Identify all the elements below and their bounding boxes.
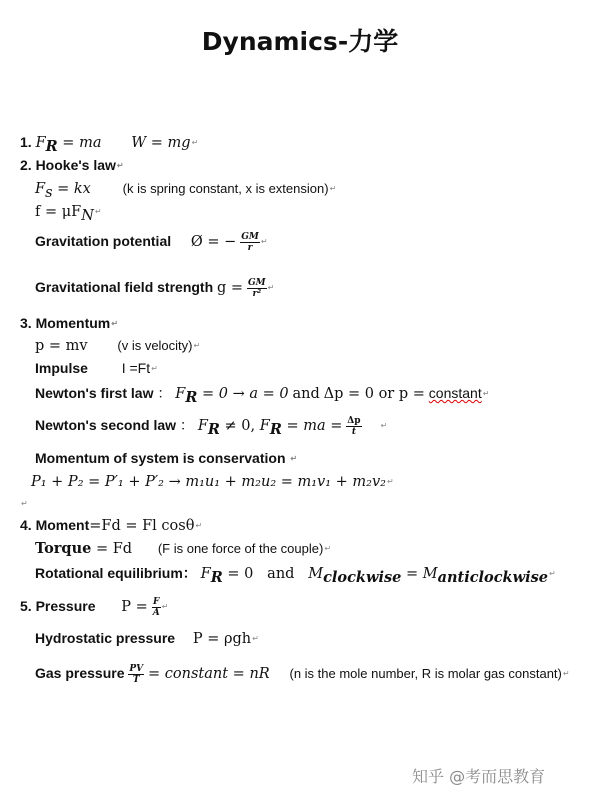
net-force-symbol: F bbox=[200, 566, 211, 582]
net-force-subscript: R bbox=[45, 137, 58, 155]
paragraph-mark: ↵ bbox=[161, 602, 169, 612]
newton-second-law-equation: = ma = bbox=[281, 418, 343, 434]
clockwise-subscript: clockwise bbox=[323, 568, 402, 586]
momentum-rate-fraction bbox=[346, 416, 361, 437]
gas-fraction bbox=[128, 664, 144, 685]
fraction-denominator: A bbox=[152, 608, 160, 618]
momentum-change-equation: Δp = 0 or p = bbox=[323, 386, 425, 402]
paragraph-mark: ↵ bbox=[151, 364, 158, 373]
empty-paragraph bbox=[20, 495, 28, 511]
paragraph-mark: ↵ bbox=[329, 184, 337, 193]
section-1-number: 1. bbox=[20, 134, 32, 150]
anticlockwise-subscript: anticlockwise bbox=[437, 568, 548, 586]
section-4-heading bbox=[20, 517, 202, 534]
zhihu-watermark: 知乎 @考而思教育 bbox=[412, 767, 546, 786]
rotational-equilibrium-line bbox=[35, 563, 556, 586]
fraction-denominator: T bbox=[132, 675, 140, 685]
pressure-lhs: P = bbox=[121, 599, 148, 616]
hydrostatic-pressure-label: Hydrostatic pressure bbox=[35, 630, 176, 646]
grav-field-line bbox=[35, 278, 274, 299]
zero-force-equation: = 0 bbox=[222, 566, 254, 582]
paragraph-mark: ↵ bbox=[191, 138, 199, 147]
hookes-law-heading: 2. Hooke's law bbox=[20, 157, 116, 173]
paragraph-mark: ↵ bbox=[387, 477, 394, 486]
equals-sign: = bbox=[401, 566, 423, 582]
paragraph-mark: ↵ bbox=[482, 389, 490, 398]
and-word: and bbox=[267, 566, 295, 582]
section-1-line bbox=[20, 134, 198, 155]
paragraph-mark: ↵ bbox=[267, 283, 275, 293]
fraction-numerator: PV bbox=[129, 664, 144, 674]
colon: ： bbox=[157, 385, 172, 401]
grav-field-fraction bbox=[247, 278, 267, 299]
newton-first-law-equation: = 0 → a = 0 bbox=[197, 386, 289, 402]
fraction-numerator: Δp bbox=[347, 415, 361, 426]
weight-equation: W = mg bbox=[131, 135, 191, 151]
net-force-equation: = ma bbox=[57, 135, 102, 151]
newton-second-law-line bbox=[35, 415, 387, 438]
paragraph-mark: ↵ bbox=[111, 319, 118, 328]
section-3-heading bbox=[20, 315, 118, 331]
hooke-equation: = kx bbox=[52, 181, 91, 197]
colon: ： bbox=[179, 417, 194, 433]
torque-equation: = Fd bbox=[91, 541, 133, 557]
net-force-symbol: F bbox=[197, 418, 208, 434]
newton-first-law-line bbox=[35, 383, 489, 406]
gas-pressure-equation: = constant = nR bbox=[148, 666, 270, 683]
momentum-heading: 3. Momentum bbox=[20, 315, 111, 331]
hooke-note: (k is spring constant, x is extension) bbox=[122, 181, 329, 196]
grav-field-label: Gravitational field strength bbox=[35, 279, 214, 296]
newton-first-law-label: Newton's first law bbox=[35, 385, 154, 401]
grav-potential-line bbox=[35, 232, 268, 253]
conservation-equation-line bbox=[31, 473, 394, 490]
paragraph-mark: ↵ bbox=[94, 207, 102, 216]
impulse-line bbox=[35, 360, 158, 376]
moment-heading: 4. Moment bbox=[20, 517, 90, 533]
moment-equation: =Fd = Fl cosθ bbox=[89, 518, 195, 534]
spring-force-subscript: s bbox=[45, 184, 53, 201]
section-2-heading bbox=[20, 157, 124, 173]
momentum-equation-line bbox=[35, 337, 200, 354]
paragraph-mark: ↵ bbox=[549, 569, 556, 578]
impulse-label: Impulse bbox=[35, 360, 88, 376]
paragraph-mark: ↵ bbox=[116, 161, 124, 170]
paragraph-mark: ↵ bbox=[260, 237, 268, 247]
grav-potential-label: Gravitation potential bbox=[35, 233, 172, 250]
net-force-symbol: F bbox=[175, 386, 186, 402]
fraction-denominator: r² bbox=[252, 289, 262, 299]
gas-pressure-line bbox=[35, 664, 570, 685]
pressure-fraction bbox=[152, 597, 161, 618]
momentum-equation: p = mv bbox=[35, 338, 88, 354]
impulse-equation: I =Ft bbox=[121, 360, 151, 376]
constant-word: constant bbox=[428, 385, 482, 401]
net-force-symbol: F bbox=[35, 135, 46, 151]
paragraph-mark: ↵ bbox=[193, 341, 201, 350]
grav-potential-fraction bbox=[240, 232, 260, 253]
grav-field-lhs: g = bbox=[217, 280, 244, 297]
paragraph-mark: ↵ bbox=[252, 634, 259, 643]
fraction-denominator: r bbox=[247, 243, 253, 253]
gas-constant-note: (n is the mole number, R is molar gas constant) bbox=[289, 666, 562, 682]
anticlockwise-moment-symbol: M bbox=[422, 566, 438, 582]
paragraph-mark: ↵ bbox=[380, 421, 388, 430]
hydrostatic-pressure-line bbox=[35, 630, 259, 647]
hydrostatic-pressure-equation: P = ρgh bbox=[192, 631, 252, 647]
net-force-subscript: R bbox=[185, 388, 198, 406]
torque-label: Torque bbox=[35, 540, 92, 557]
paragraph-mark: ↵ bbox=[562, 669, 570, 679]
momentum-conservation-label: Momentum of system is conservation bbox=[35, 450, 286, 466]
conservation-line bbox=[35, 450, 297, 466]
newton-second-law-label: Newton's second law bbox=[35, 417, 177, 433]
hooke-equation-line bbox=[35, 180, 336, 201]
paragraph-mark: ↵ bbox=[195, 521, 203, 530]
grav-potential-lhs: Ø = − bbox=[190, 234, 237, 251]
fraction-numerator: GM bbox=[241, 232, 259, 242]
torque-note: (F is one force of the couple) bbox=[157, 541, 324, 556]
paragraph-mark: ↵ bbox=[21, 499, 28, 508]
pressure-heading: 5. Pressure bbox=[20, 598, 96, 615]
rotational-equilibrium-label: Rotational equilibrium： bbox=[35, 565, 197, 581]
spring-force-symbol: F bbox=[35, 181, 46, 197]
nonzero-force-equation: ≠ 0, bbox=[219, 418, 260, 434]
friction-equation: f = μF bbox=[35, 204, 82, 220]
page-title: Dynamics-力学 bbox=[201, 27, 399, 56]
fraction-denominator: t bbox=[351, 426, 357, 437]
section-5-line bbox=[20, 597, 168, 618]
momentum-conservation-equation: P₁ + P₂ = P′₁ + P′₂ → m₁u₁ + m₂u₂ = m₁v₁ + m₂v₂ bbox=[31, 474, 386, 490]
net-force-subscript: R bbox=[269, 420, 282, 438]
net-force-symbol: F bbox=[259, 418, 270, 434]
net-force-subscript: R bbox=[210, 568, 223, 586]
fraction-numerator: F bbox=[152, 597, 160, 607]
and-word: and bbox=[292, 386, 320, 402]
fraction-numerator: GM bbox=[247, 278, 266, 288]
normal-force-subscript: N bbox=[81, 207, 94, 224]
friction-line bbox=[35, 203, 102, 224]
gas-pressure-label: Gas pressure bbox=[35, 665, 125, 682]
clockwise-moment-symbol: M bbox=[308, 566, 324, 582]
paragraph-mark: ↵ bbox=[290, 454, 298, 463]
velocity-note: (v is velocity) bbox=[117, 338, 193, 353]
paragraph-mark: ↵ bbox=[324, 544, 332, 553]
net-force-subscript: R bbox=[207, 420, 220, 438]
torque-line bbox=[35, 540, 331, 557]
